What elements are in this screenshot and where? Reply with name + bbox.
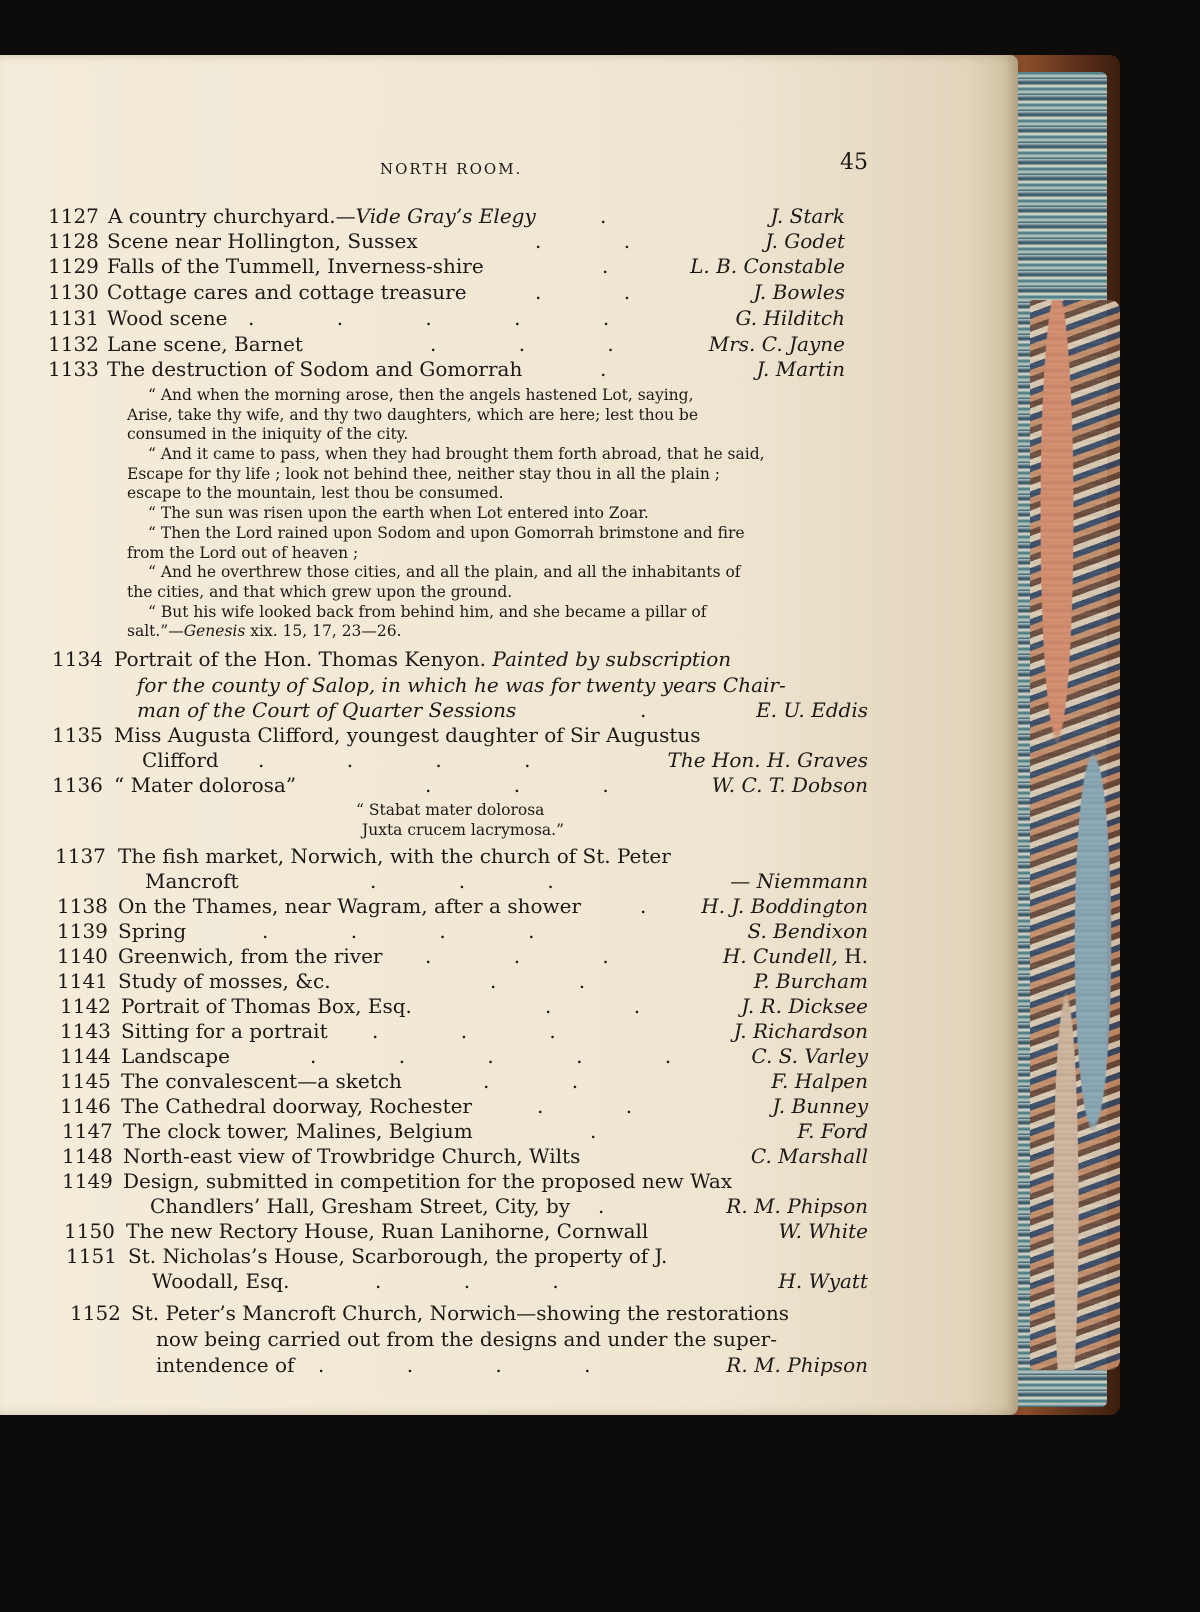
entry-artist: H. Wyatt <box>778 1269 868 1293</box>
entry-artist: Mrs. C. Jayne <box>708 332 845 356</box>
entry-continuation: intendence of <box>156 1353 295 1377</box>
dot-leaders: . . . <box>430 332 652 356</box>
quote-line: the cities, and that which grew upon the ground. <box>127 583 513 601</box>
entry-number: 1139 <box>57 919 108 943</box>
entry-number: 1149 <box>62 1169 113 1193</box>
entry-title: On the Thames, near Wagram, after a shower <box>118 894 582 918</box>
entry-artist: H. Cundell, H. <box>722 944 868 968</box>
entry-artist: J. Stark <box>770 204 845 228</box>
entry-title: Miss Augusta Clifford, youngest daughter of Sir Augustus <box>114 723 701 747</box>
catalogue-entry <box>0 722 1018 748</box>
entry-artist: H. J. Boddington <box>701 894 868 918</box>
dot-leaders: . . . <box>425 773 647 797</box>
entry-number: 1133 <box>48 357 99 381</box>
entry-title: Wood scene <box>107 306 228 330</box>
quote-line: from the Lord out of heaven ; <box>127 544 359 562</box>
entry-number: 1150 <box>64 1219 115 1243</box>
entry-number: 1132 <box>48 332 99 356</box>
entry-artist: J. Bowles <box>753 280 845 304</box>
entry-title: St. Peter’s Mancroft Church, Norwich—showing the restorations <box>131 1301 789 1325</box>
catalogue-entry <box>0 1143 1018 1169</box>
entry-artist: G. Hilditch <box>735 306 845 330</box>
catalogue-entry <box>0 1300 1018 1326</box>
catalogue-entry <box>0 772 1018 798</box>
entry-continuation: for the county of Salop, in which he was for twenty years Chair- <box>137 673 786 697</box>
catalogue-entry <box>0 993 1018 1019</box>
entry-artist: F. Ford <box>797 1119 868 1143</box>
entry-artist: J. Bunney <box>772 1094 868 1118</box>
dot-leaders: . . <box>490 969 624 993</box>
marbled-endpaper <box>1030 300 1120 1370</box>
entry-title: The fish market, Norwich, with the church of St. Peter <box>118 844 671 868</box>
catalogue-entry <box>0 1043 1018 1069</box>
dot-leaders: . . <box>535 229 669 253</box>
entry-continuation: Chandlers’ Hall, Gresham Street, City, by <box>150 1194 571 1218</box>
catalogue-entry <box>0 893 1018 919</box>
entry-number: 1143 <box>60 1019 111 1043</box>
entry-number: 1128 <box>48 229 99 253</box>
dot-leaders: . . . . <box>258 748 569 772</box>
catalogue-entry <box>0 1243 1018 1269</box>
quote-line: “ Then the Lord rained upon Sodom and upon Gomorrah brimstone and fire <box>148 524 745 542</box>
dot-leaders: . . <box>483 1069 617 1093</box>
entry-title: Study of mosses, &c. <box>118 969 331 993</box>
entry-continuation: now being carried out from the designs and under the super- <box>156 1327 777 1351</box>
entry-title: The new Rectory House, Ruan Lanihorne, Cornwall <box>126 1219 649 1243</box>
dot-leaders: . <box>640 894 685 918</box>
catalogue-entry-last-line <box>0 697 1018 723</box>
entry-artist: E. U. Eddis <box>756 698 868 722</box>
entry-number: 1147 <box>62 1119 113 1143</box>
entry-artist: C. Marshall <box>750 1144 868 1168</box>
entry-number: 1127 <box>48 204 99 228</box>
entry-number: 1134 <box>52 647 103 671</box>
entry-title: “ Mater dolorosa” <box>114 773 297 797</box>
entry-number: 1141 <box>57 969 108 993</box>
entry-continuation: Clifford <box>142 748 219 772</box>
entry-number: 1148 <box>62 1144 113 1168</box>
entry-artist: S. Bendixon <box>747 919 868 943</box>
catalogue-entry <box>0 356 1018 382</box>
dot-leaders: . . . . <box>318 1353 629 1377</box>
entry-continuation: Woodall, Esq. <box>152 1269 290 1293</box>
entry-artist: W. White <box>778 1219 868 1243</box>
quote-line: Arise, take thy wife, and thy two daughters, which are here; lest thou be <box>127 406 699 424</box>
entry-title: Spring <box>118 919 187 943</box>
catalogue-entry-last-line <box>0 747 1018 773</box>
entry-artist: J. Martin <box>756 357 845 381</box>
dot-leaders: . . . <box>375 1269 597 1293</box>
entry-artist: J. Godet <box>765 229 845 253</box>
catalogue-entry <box>0 968 1018 994</box>
entry-artist: — Niemmann <box>730 869 868 893</box>
dot-leaders: . <box>600 357 645 381</box>
entry-title: The convalescent—a sketch <box>121 1069 402 1093</box>
catalogue-entry <box>0 1018 1018 1044</box>
catalogue-entry <box>0 203 1018 229</box>
citation-book: Genesis <box>183 622 246 640</box>
catalogue-entry <box>0 228 1018 254</box>
entry-continuation: Mancroft <box>145 869 239 893</box>
dot-leaders: . . . . . <box>248 306 648 330</box>
catalogue-entry <box>0 918 1018 944</box>
entry-title: Greenwich, from the river <box>118 944 383 968</box>
entry-title: The destruction of Sodom and Gomorrah <box>107 357 523 381</box>
entry-artist: L. B. Constable <box>690 254 845 278</box>
entry-title: St. Nicholas’s House, Scarborough, the property of J. <box>128 1244 668 1268</box>
entry-title: Scene near Hollington, Sussex <box>107 229 418 253</box>
running-head: NORTH ROOM. <box>380 160 523 178</box>
entry-number: 1130 <box>48 280 99 304</box>
quote-line: Juxta crucem lacrymosa.” <box>362 821 565 839</box>
quote-line: “ Stabat mater dolorosa <box>356 801 545 819</box>
dot-leaders: . . . . . <box>310 1044 710 1068</box>
entry-number: 1131 <box>48 306 99 330</box>
entry-artist: The Hon. H. Graves <box>667 748 868 772</box>
entry-title: Cottage cares and cottage treasure <box>107 280 467 304</box>
dot-leaders: . . . <box>372 1019 594 1043</box>
dot-leaders: . <box>590 1119 635 1143</box>
catalogue-entry-last-line <box>0 1193 1018 1219</box>
entry-number: 1138 <box>57 894 108 918</box>
entry-artist: P. Burcham <box>753 969 868 993</box>
dot-leaders: . . <box>545 994 679 1018</box>
catalogue-entry <box>0 1118 1018 1144</box>
catalogue-entry-last-line <box>0 1268 1018 1294</box>
catalogue-entry <box>0 646 1018 672</box>
quote-line: “ But his wife looked back from behind him, and she became a pillar of <box>148 603 707 621</box>
quote-line: Escape for thy life ; look not behind thee, neither stay thou in all the plain ; <box>127 465 720 483</box>
quote-line: “ The sun was risen upon the earth when Lot entered into Zoar. <box>148 504 649 522</box>
citation-ref: xix. 15, 17, 23—26. <box>250 622 402 640</box>
entry-number: 1137 <box>55 844 106 868</box>
catalogue-entry <box>0 279 1018 305</box>
entry-number: 1129 <box>48 254 99 278</box>
dot-leaders: . . <box>535 280 669 304</box>
dot-leaders: . <box>602 254 647 278</box>
entry-artist: C. S. Varley <box>751 1044 868 1068</box>
entry-number: 1136 <box>52 773 103 797</box>
dot-leaders: . . . <box>425 944 647 968</box>
catalogue-entry <box>0 331 1018 357</box>
entry-title: The clock tower, Malines, Belgium <box>123 1119 473 1143</box>
entry-title: Lane scene, Barnet <box>107 332 303 356</box>
entry-title: Design, submitted in competition for the proposed new Wax <box>123 1169 733 1193</box>
catalogue-entry <box>0 1168 1018 1194</box>
entry-artist: R. M. Phipson <box>726 1353 868 1377</box>
quote-line: “ And it came to pass, when they had brought them forth abroad, that he said, <box>148 445 765 463</box>
entry-title: North-east view of Trowbridge Church, Wilts <box>123 1144 581 1168</box>
entry-title: Sitting for a portrait <box>121 1019 328 1043</box>
dot-leaders: . <box>600 204 645 228</box>
catalogue-entry <box>0 943 1018 969</box>
entry-title: Landscape <box>121 1044 230 1068</box>
quote-line: escape to the mountain, lest thou be consumed. <box>127 484 504 502</box>
dot-leaders: . . . <box>370 869 592 893</box>
quote-line: “ And when the morning arose, then the angels hastened Lot, saying, <box>148 386 694 404</box>
entry-title: Portrait of Thomas Box, Esq. <box>121 994 412 1018</box>
catalogue-entry <box>0 305 1018 331</box>
entry-continuation: man of the Court of Quarter Sessions <box>137 698 517 722</box>
dot-leaders: . . . . <box>262 919 573 943</box>
quote-line: consumed in the iniquity of the city. <box>127 425 409 443</box>
entry-number: 1152 <box>70 1301 121 1325</box>
entry-title: A country churchyard.—Vide Gray’s Elegy <box>108 204 536 228</box>
entry-title: Portrait of the Hon. Thomas Kenyon. Painted by subscription <box>114 647 732 671</box>
entry-number: 1135 <box>52 723 103 747</box>
entry-artist: R. M. Phipson <box>726 1194 868 1218</box>
catalogue-entry <box>0 1093 1018 1119</box>
entry-number: 1145 <box>60 1069 111 1093</box>
entry-artist: W. C. T. Dobson <box>711 773 868 797</box>
dot-leaders: . <box>598 1194 643 1218</box>
entry-artist: F. Halpen <box>771 1069 868 1093</box>
entry-number: 1151 <box>66 1244 117 1268</box>
entry-number: 1142 <box>60 994 111 1018</box>
catalogue-entry-last-line <box>0 1352 1018 1378</box>
page-number: 45 <box>840 150 868 175</box>
entry-title: Falls of the Tummell, Inverness-shire <box>107 254 484 278</box>
catalogue-entry-last-line <box>0 868 1018 894</box>
entry-artist: J. Richardson <box>733 1019 868 1043</box>
dot-leaders: . . <box>537 1094 671 1118</box>
entry-number: 1144 <box>60 1044 111 1068</box>
entry-number: 1140 <box>57 944 108 968</box>
quote-line: “ And he overthrew those cities, and all the plain, and all the inhabitants of <box>148 563 741 581</box>
dot-leaders: . <box>640 698 685 722</box>
catalogue-entry <box>0 253 1018 279</box>
entry-artist: J. R. Dicksee <box>741 994 868 1018</box>
quote-line: salt.”—Genesis xix. 15, 17, 23—26. <box>127 622 402 640</box>
catalogue-entry <box>0 1068 1018 1094</box>
catalogue-entry <box>0 843 1018 869</box>
entry-title: The Cathedral doorway, Rochester <box>121 1094 472 1118</box>
catalogue-entry <box>0 1218 1018 1244</box>
entry-number: 1146 <box>60 1094 111 1118</box>
